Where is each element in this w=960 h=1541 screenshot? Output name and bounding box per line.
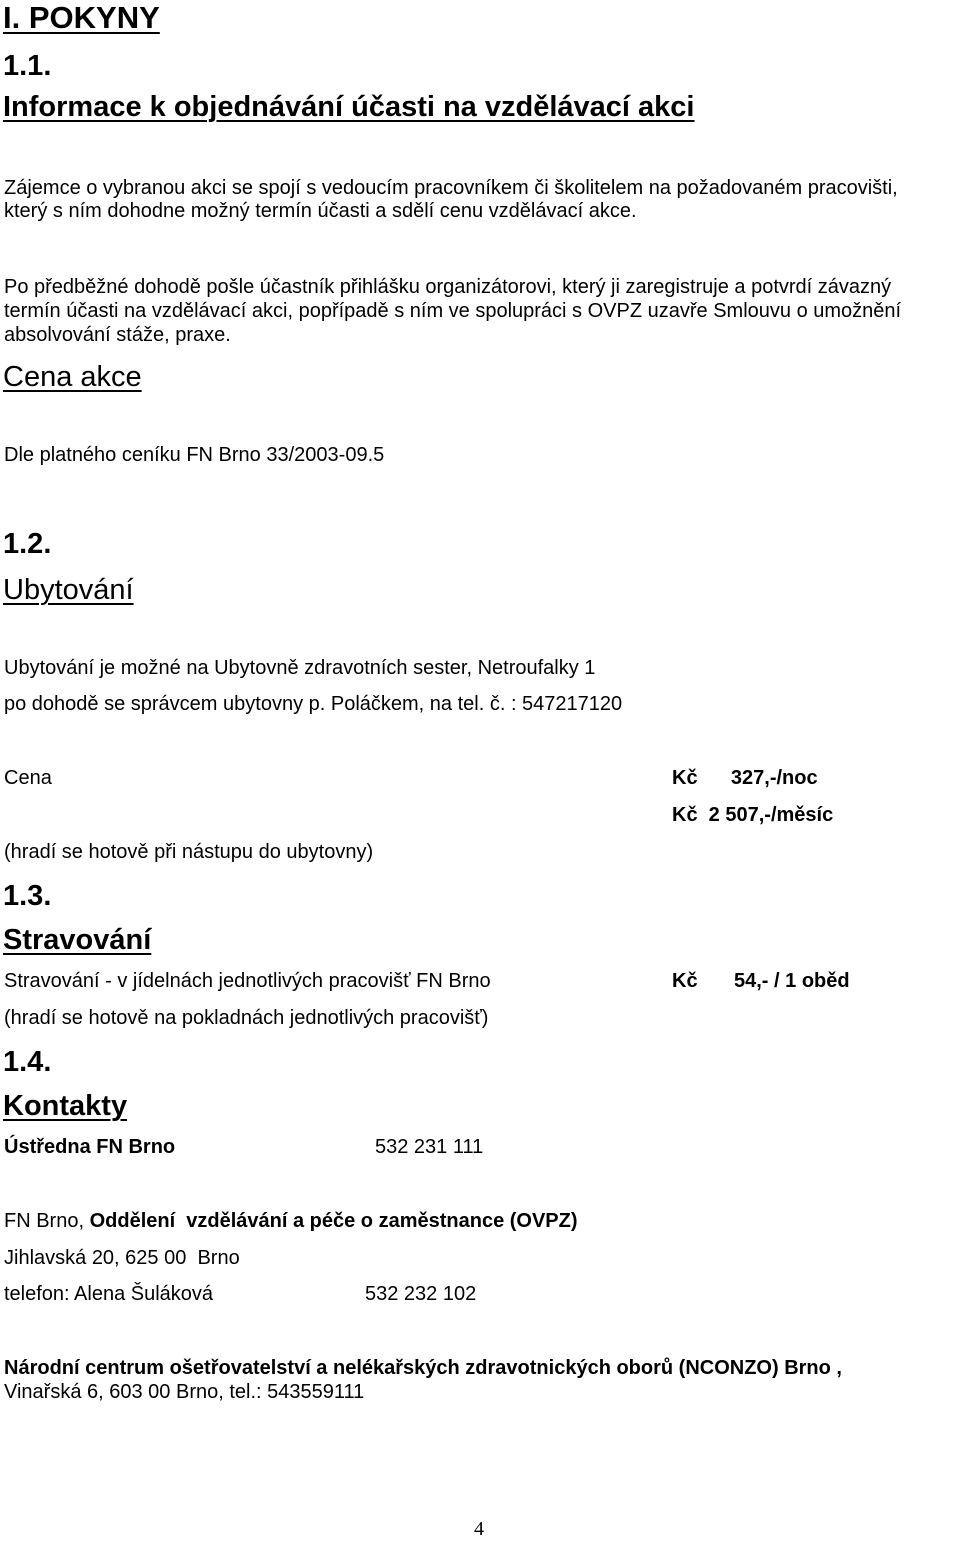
- accommodation-price-note: (hradí se hotově při nástupu do ubytovny): [4, 841, 374, 863]
- section-number-1-2: 1.2.: [3, 528, 52, 560]
- paragraph-1-line-1: Zájemce o vybranou akci se spojí s vedoucím pracovníkem či školitelem na požadovaném pracovišti,: [4, 177, 898, 199]
- department-address: Jihlavská 20, 625 00 Brno: [4, 1247, 240, 1269]
- price-heading: Cena akce: [3, 361, 142, 393]
- paragraph-2-line-1: Po předběžné dohodě pošle účastník přihlášku organizátorovi, který ji zaregistruje a potvrdí závazný: [4, 276, 892, 298]
- nconzo-name: Národní centrum ošetřovatelství a nelékařských zdravotnických oborů (NCONZO) Brno ,: [4, 1357, 842, 1379]
- phone-label: telefon: Alena Šuláková: [4, 1283, 214, 1305]
- central-phone: 532 231 111: [375, 1136, 484, 1158]
- department-prefix: FN Brno,: [4, 1210, 90, 1232]
- catering-price-currency: Kč: [672, 970, 698, 992]
- paragraph-1-line-2: který s ním dohodne možný termín účasti a sdělí cenu vzdělávací akce.: [4, 200, 637, 222]
- central-label: Ústředna FN Brno: [4, 1136, 176, 1158]
- section-number-1-1: 1.1.: [3, 50, 52, 82]
- section-number-1-4: 1.4.: [3, 1046, 52, 1078]
- section-number-1-3: 1.3.: [3, 880, 52, 912]
- section-heading-1-4: Kontakty: [3, 1090, 128, 1122]
- department-name: Oddělení vzdělávání a péče o zaměstnance (OVPZ): [89, 1210, 578, 1232]
- paragraph-2-line-3: absolvování stáže, praxe.: [4, 324, 231, 346]
- catering-line: Stravování - v jídelnách jednotlivých pracovišť FN Brno: [4, 970, 491, 992]
- catering-price-value: 54,- / 1 oběd: [734, 970, 850, 992]
- nconzo-address: Vinařská 6, 603 00 Brno, tel.: 543559111: [4, 1381, 365, 1403]
- section-heading-1-2: Ubytování: [3, 574, 134, 606]
- accommodation-price-label: Cena: [4, 767, 52, 789]
- accommodation-line-2: po dohodě se správcem ubytovny p. Poláčkem, na tel. č. : 547217120: [4, 693, 623, 715]
- accommodation-line-1: Ubytování je možné na Ubytovně zdravotních sester, Netroufalky 1: [4, 657, 596, 679]
- price-text: Dle platného ceníku FN Brno 33/2003-09.5: [4, 444, 385, 466]
- section-heading-1-1: Informace k objednávání účasti na vzdělávací akci: [3, 91, 695, 123]
- paragraph-2-line-2: termín účasti na vzdělávací akci, popřípadě s ním ve spolupráci s OVPZ uzavře Smlouvu o umožnění: [4, 300, 902, 322]
- section-heading-1-3: Stravování: [3, 924, 152, 956]
- chapter-heading: I. POKYNY: [3, 0, 160, 35]
- catering-note: (hradí se hotově na pokladnách jednotlivých pracovišť): [4, 1007, 489, 1029]
- department-line: [4, 1210, 578, 1233]
- accommodation-price-night: Kč 327,-/noc: [672, 767, 818, 789]
- phone-value: 532 232 102: [365, 1283, 477, 1305]
- page-number: 4: [474, 1518, 484, 1540]
- accommodation-price-month: Kč 2 507,-/měsíc: [672, 804, 834, 826]
